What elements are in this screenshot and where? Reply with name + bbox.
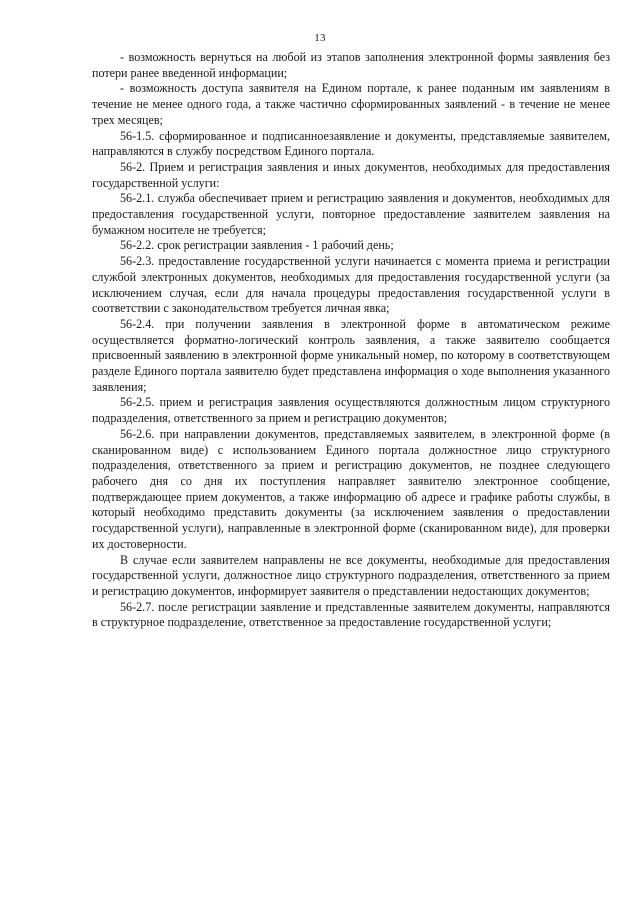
- paragraph: - возможность вернуться на любой из этапов заполнения электронной формы заявления без потери ранее введенной информации;: [92, 50, 610, 80]
- paragraph: 56-2.1. служба обеспечивает прием и регистрацию заявления и документов, необходимых для предоставления государственной услуги, повторное предоставление заявителем заявления на бумажном носителе не требуется;: [92, 191, 610, 237]
- paragraph: 56-2.6. при направлении документов, представляемых заявителем, в электронной форме (в сканированном виде) с использованием Единого портала должностное лицо структурного подразделения, ответственного за прием и регистрацию документов, не позднее следующего рабочего дня со дня их поступления направляет заявителю электронное сообщение, подтверждающее прием документов, а также информацию об адресе и графике работы службы, в который необходимо представить документы (за исключением заявления о предоставлении государственной услуги), направленные в электронной форме (сканированном виде), для проверки их достоверности.: [92, 426, 610, 551]
- paragraph: 56-2.7. после регистрации заявление и представленные заявителем документы, направляются в структурное подразделение, ответственное за предоставление государственной услуги;: [92, 599, 610, 630]
- paragraph: 56-2.2. срок регистрации заявления - 1 рабочий день;: [120, 238, 394, 253]
- paragraph: 56-2. Прием и регистрация заявления и иных документов, необходимых для предоставления государственной услуги:: [92, 159, 610, 190]
- paragraph: В случае если заявителем направлены не все документы, необходимые для предоставления государственной услуги, должностное лицо структурного подразделения, ответственного за прием и регистрацию документов, информирует заявителя о представлении недостающих документов;: [92, 552, 610, 598]
- page-number: 13: [314, 32, 326, 44]
- document-body: [92, 50, 610, 631]
- paragraph: 56-2.3. предоставление государственной услуги начинается с момента приема и регистрации службой электронных документов, необходимых для предоставления государственной услуги (за исключением случая, если для начала процедуры предоставления государственной услуги в соответствии с законодательством требуется личная явка;: [92, 254, 610, 316]
- paragraph: 56-1.5. сформированное и подписанноезаявление и документы, представляемые заявителем, направляются в службу посредством Единого портала.: [92, 128, 610, 159]
- paragraph: 56-2.5. прием и регистрация заявления осуществляются должностным лицом структурного подразделения, ответственного за прием и регистрацию документов;: [92, 395, 610, 426]
- paragraph: - возможность доступа заявителя на Едином портале, к ранее поданным им заявлениям в течение не менее одного года, а также частично сформированных заявлений - в течение не менее трех месяцев;: [92, 81, 610, 127]
- paragraph: 56-2.4. при получении заявления в электронной форме в автоматическом режиме осуществляется форматно-логический контроль заявления, а также заявителю сообщается присвоенный заявлению в электронной форме уникальный номер, по которому в соответствующем разделе Единого портала заявителю будет представлена информация о ходе выполнения указанного заявления;: [92, 316, 610, 394]
